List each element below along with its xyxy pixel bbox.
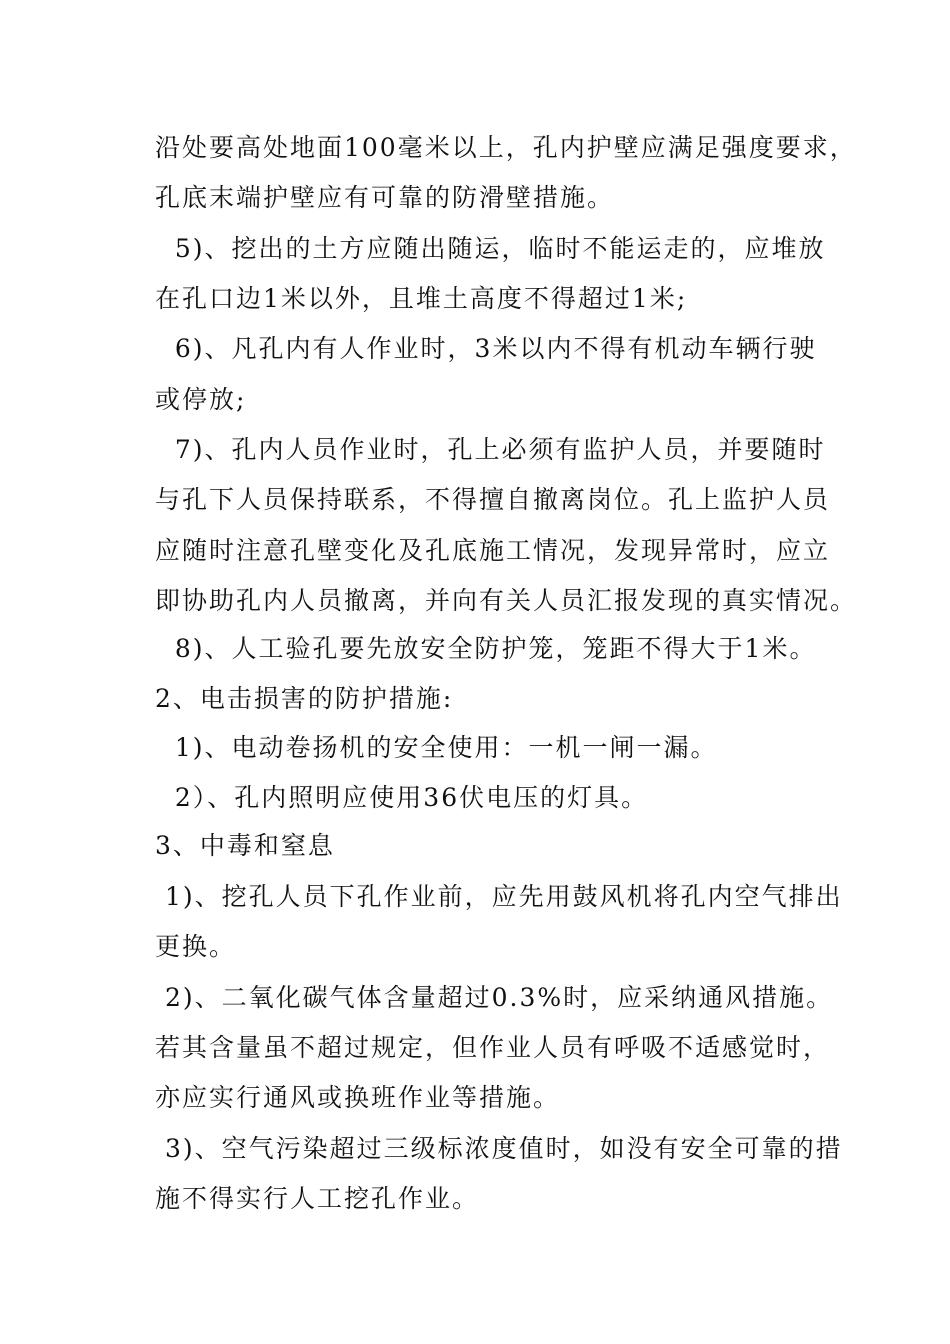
text-line: 2、电击损害的防护措施: [155,684,454,713]
text-line: 与孔下人员保持联系，不得擅自撤离岗位。孔上监护人员 [155,485,831,514]
text-line: 7)、孔内人员作业时，孔上必须有监护人员，并要随时 [155,435,826,464]
text-line: 亦应实行通风或换班作业等措施。 [155,1083,561,1112]
text-line: 更换。 [155,932,237,961]
text-line: 或停放; [155,385,247,414]
text-line: 在孔口边1米以外，且堆土高度不得超过1米; [155,284,688,313]
text-line: 即协助孔内人员撤离，并向有关人员汇报发现的真实情况。 [155,586,858,615]
text-line: 若其含量虽不超过规定，但作业人员有呼吸不适感觉时， [155,1033,831,1062]
text-line: 3、中毒和窒息 [155,831,335,860]
text-line: 2）、孔内照明应使用36伏电压的灯具。 [155,783,649,812]
text-line: 沿处要高处地面100毫米以上，孔内护壁应满足强度要求， [155,133,857,162]
text-line: 施不得实行人工挖孔作业。 [155,1184,480,1213]
text-line: 5)、挖出的土方应随出随运，临时不能运走的，应堆放 [155,234,826,263]
text-line: 1)、电动卷扬机的安全使用：一机一闸一漏。 [155,733,718,762]
text-line: 1)、挖孔人员下孔作业前，应先用鼓风机将孔内空气排出 [155,882,843,911]
text-line: 应随时注意孔壁变化及孔底施工情况，发现异常时，应立 [155,536,831,565]
text-line: 孔底末端护壁应有可靠的防滑壁措施。 [155,183,615,212]
text-line: 8)、人工验孔要先放安全防护笼，笼距不得大于1米。 [155,634,817,663]
text-line: 3)、空气污染超过三级标浓度值时，如没有安全可靠的措 [155,1134,843,1163]
text-line: 2)、二氧化碳气体含量超过0.3%时，应采纳通风措施。 [155,983,834,1012]
text-line: 6)、凡孔内有人作业时，3米以内不得有机动车辆行驶 [155,334,817,363]
